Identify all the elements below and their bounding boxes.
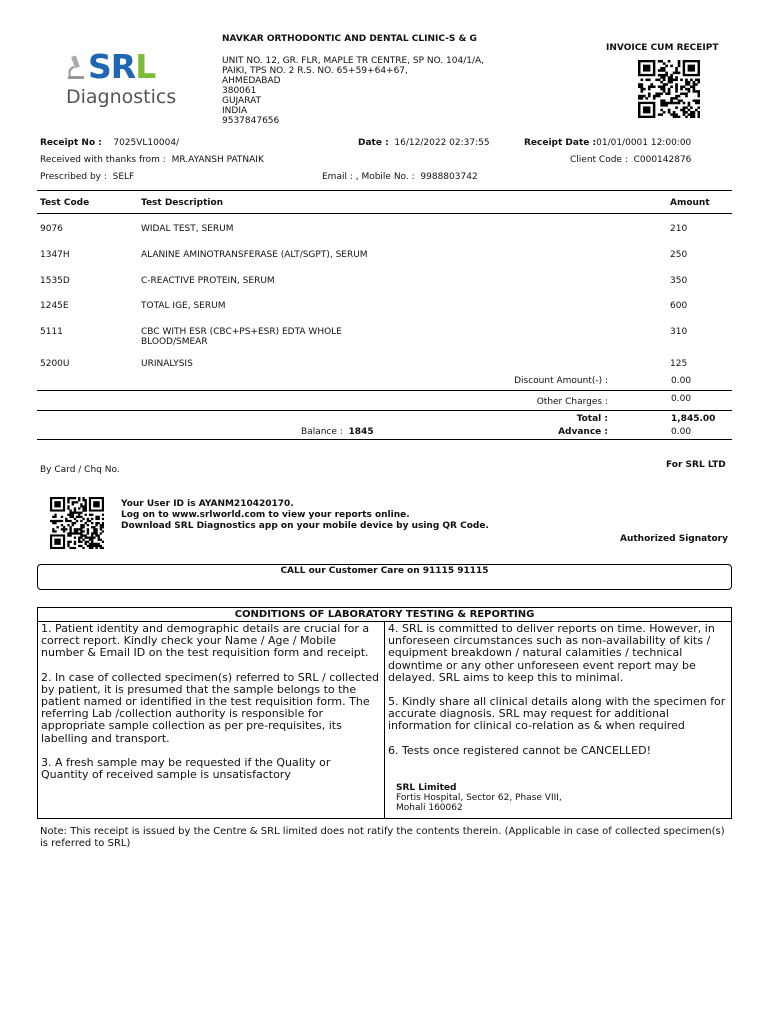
for-srl-ltd: For SRL LTD <box>666 460 726 470</box>
prescribed-by: Prescribed by : SELF <box>40 172 135 182</box>
received-from: Received with thanks from : MR.AYANSH PATNAIK <box>40 155 264 165</box>
table-row <box>37 301 732 325</box>
conditions-box <box>37 607 732 819</box>
table-row <box>37 250 732 274</box>
condition-item: 4. SRL is committed to deliver reports on time. However, in unforeseen circumstances such as non-availability of kits / equipment breakdown / natural calamities / technical downtime or any other unforeseen event report may be delayed. SRL aims to keep this to minimal. <box>388 622 715 684</box>
logo-brand: SRL <box>88 47 156 86</box>
condition-item: 1. Patient identity and demographic details are crucial for a correct report. Kindly check your Name / Age / Mobile number & Email ID on the test requisition form and receipt. <box>41 622 370 660</box>
row-amount: 210 <box>670 224 688 234</box>
app-qr-code-icon <box>50 497 104 549</box>
row-code: 1245E <box>40 301 69 311</box>
table-row <box>37 327 732 351</box>
row-code: 1535D <box>40 276 70 286</box>
row-desc: C-REACTIVE PROTEIN, SERUM <box>141 276 275 286</box>
conditions-title: CONDITIONS OF LABORATORY TESTING & REPORTING <box>38 608 731 622</box>
condition-item: 6. Tests once registered cannot be CANCELLED! <box>388 743 651 757</box>
row-amount: 250 <box>670 250 688 260</box>
receipt-date-time: Date : 16/12/2022 02:37:55 <box>358 138 490 148</box>
customer-care-box <box>37 564 732 590</box>
clinic-name: NAVKAR ORTHODONTIC AND DENTAL CLINIC-S & G <box>222 34 477 44</box>
customer-care-text: CALL our Customer Care on 91115 91115 <box>280 566 489 576</box>
divider <box>37 439 732 440</box>
email-mobile: Email : , Mobile No. : 9988803742 <box>322 172 478 182</box>
row-amount: 310 <box>670 327 688 337</box>
condition-item: 2. In case of collected specimen(s) referred to SRL / collected by patient, it is presumed that the sample belongs to the patient named or identified in the test requisition form. The referring Lab /collection authority is responsible for appropriate sample collection as per pre-requisites, its labelling and transport. <box>41 670 380 745</box>
row-code: 9076 <box>40 224 63 234</box>
srl-address: SRL Limited Fortis Hospital, Sector 62, Phase VIII, Mohali 160062 <box>396 783 562 813</box>
row-amount: 350 <box>670 276 688 286</box>
condition-item: 3. A fresh sample may be requested if the Quality or Quantity of received sample is unsatisfactory <box>41 755 331 782</box>
row-amount: 125 <box>670 359 688 369</box>
divider <box>37 190 732 191</box>
doc-title: INVOICE CUM RECEIPT <box>606 43 719 53</box>
col-header-code: Test Code <box>40 198 90 208</box>
conditions-left <box>41 623 379 793</box>
divider <box>37 410 732 411</box>
other-charges-label: Other Charges : <box>536 397 608 407</box>
total-value: 1,845.00 <box>671 414 716 424</box>
table-row <box>37 276 732 300</box>
balance: Balance : 1845 <box>301 427 374 437</box>
user-info <box>121 499 489 532</box>
row-desc: ALANINE AMINOTRANSFERASE (ALT/SGPT), SERUM <box>141 250 368 260</box>
row-amount: 600 <box>670 301 688 311</box>
receipt-no: Receipt No : 7025VL10004/ <box>40 138 180 148</box>
divider <box>37 390 732 391</box>
discount-label: Discount Amount(-) : <box>514 376 608 386</box>
authorized-signatory: Authorized Signatory <box>620 534 728 544</box>
row-code: 5111 <box>40 327 63 337</box>
other-charges-value: 0.00 <box>671 394 692 404</box>
condition-item: 5. Kindly share all clinical details along with the specimen for accurate diagnosis. SRL may request for additional information for clinical co-relation as & when required <box>388 695 726 733</box>
table-row <box>37 359 732 383</box>
row-code: 5200U <box>40 359 70 369</box>
logo-subtitle: Diagnostics <box>66 86 177 108</box>
by-card-label: By Card / Chq No. <box>40 465 120 475</box>
row-desc: CBC WITH ESR (CBC+PS+ESR) EDTA WHOLE BLOOD/SMEAR <box>141 327 342 347</box>
row-desc: URINALYSIS <box>141 359 193 369</box>
srlworld-link[interactable]: Log on to www.srlworld.com to view your reports online. <box>121 510 410 520</box>
row-code: 1347H <box>40 250 70 260</box>
advance-label: Advance : <box>558 427 608 437</box>
client-code: Client Code : C000142876 <box>570 155 692 165</box>
receipt-date: Receipt Date :01/01/0001 12:00:00 <box>524 138 692 148</box>
row-desc: WIDAL TEST, SERUM <box>141 224 234 234</box>
col-header-desc: Test Description <box>141 198 224 208</box>
advance-value: 0.00 <box>671 427 692 437</box>
conditions-column-divider <box>384 622 385 819</box>
row-desc: TOTAL IGE, SERUM <box>141 301 226 311</box>
discount-value: 0.00 <box>671 376 692 386</box>
total-label: Total : <box>576 414 608 424</box>
clinic-address: UNIT NO. 12, GR. FLR, MAPLE TR CENTRE, SP NO. 104/1/A, PAIKI, TPS NO. 2 R.S. NO. 65+59+64+67, AHMEDABAD 380061 GUJARAT INDIA 9537847656 <box>222 56 485 126</box>
col-header-amount: Amount <box>670 198 710 208</box>
conditions-right <box>388 623 728 769</box>
footer-note: Note: This receipt is issued by the Centre & SRL limited does not ratify the contents therein. (Applicable in case of collected specimen(s) is referred to SRL) <box>40 826 725 849</box>
qr-code-icon <box>638 60 700 118</box>
user-id-line: Your User ID is AYANM210420170. <box>121 499 294 509</box>
microscope-icon <box>64 54 86 82</box>
srl-logo <box>64 47 182 112</box>
app-download-line: Download SRL Diagnostics app on your mobile device by using QR Code. <box>121 521 489 531</box>
table-row <box>37 224 732 248</box>
divider <box>37 213 732 214</box>
